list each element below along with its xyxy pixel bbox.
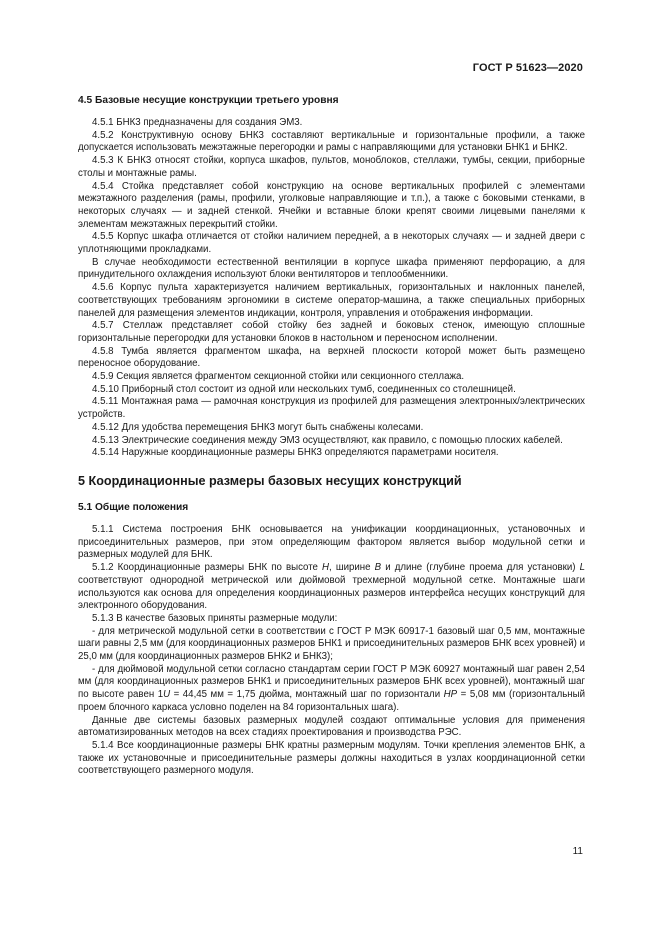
section-5-1-heading: 5.1 Общие положения (78, 501, 189, 513)
paragraph-two-systems: Данные две системы базовых размерных модулей создают оптимальные условия для применения автоматизированных методов на всех стадиях проектирования и производства РЭС. (78, 714, 585, 739)
paragraph-4-5-9: 4.5.9 Секция является фрагментом секционной стойки или секционного стеллажа. (92, 371, 465, 383)
bullet-metric-grid: - для метрической модульной сетки в соответствии с ГОСТ Р МЭК 60917-1 базовый шаг 0,5 мм, монтажные шаги равны 2,5 мм (для координационных размеров БНК1 и присоединительных размеров БНК всех уровней) и 25,0 мм (для координационных размеров БНК2 и БНК3); (78, 625, 585, 663)
page-number: 11 (572, 846, 583, 857)
text-fragment: 5.1.2 Координационные размеры БНК по высоте (92, 562, 323, 574)
paragraph-5-1-3: 5.1.3 В качестве базовых приняты размерные модули: (92, 612, 338, 624)
paragraph-5-1-1: 5.1.1 Система построения БНК основывается на унификации координационных, установочных и присоединительных размеров, при этом определяющим фактором является выбор модульной сетки и размерных модулей для БНК. (78, 523, 585, 561)
symbol-height: H (322, 562, 330, 574)
symbol-length: L (579, 562, 585, 574)
paragraph-4-5-12: 4.5.12 Для удобства перемещения БНК3 могут быть снабжены колесами. (92, 421, 424, 433)
paragraph-4-5-1: 4.5.1 БНК3 предназначены для создания ЭМ3. (92, 117, 303, 128)
paragraph-4-5-4: 4.5.4 Стойка представляет собой конструкцию на основе вертикальных профилей с элементами межэтажного разделения (рамы, профили, уголковые направляющие и т.п.), а также с боковыми стенками, в некоторых случаях — и задней стенкой. Ячейки и вставные блоки крепят своими лицевыми панелями к элементам межэтажных перекрытий стойки. (78, 180, 585, 230)
document-body (78, 94, 585, 778)
paragraph-4-5-5: 4.5.5 Корпус шкафа отличается от стойки наличием передней, а в некоторых случаях — и задней двери с уплотняющими прокладками. (78, 231, 585, 256)
text-fragment: соответствуют однородной метрической или дюймовой трехмерной модульной сетке. Монтажные шаги используются как основа для определения координационных размеров интерфейса несущих конструкций для электронного оборудования. (78, 574, 585, 612)
paragraph-5-1-4: 5.1.4 Все координационные размеры БНК кратны размерным модулям. Точки крепления элементов БНК, а также их установочные и присоединительные размеры должны находиться в узлах координационной сетки соответствующего размерного модуля. (78, 739, 585, 777)
text-fragment: - для дюймовой модульной сетки согласно стандартам серии ГОСТ Р МЭК 60927 монтажный шаг равен 2,54 мм (для координационных размеров БНК1 и присоединительных размеров БНК всех уровней), монтажный шаг по высоте равен 1 (78, 663, 585, 701)
paragraph-4-5-14: 4.5.14 Наружные координационные размеры БНК3 определяются параметрами носителя. (92, 447, 499, 459)
paragraph-4-5-8: 4.5.8 Тумба является фрагментом шкафа, на верхней плоскости которой может быть размещено переносное оборудование. (78, 345, 585, 370)
text-fragment: = 5,08 мм (горизонтальный проем блочного каркаса условно поделен на 84 горизонтальных шага). (78, 689, 585, 713)
paragraph-4-5-6: 4.5.6 Корпус пульта характеризуется наличием вертикальных, горизонтальных и наклонных панелей, соответствующих требованиям эргономики в системе оператор-машина, а также специальных приборных панелей для размещения элементов индикации, контроля, управления и отображения информации. (78, 282, 585, 319)
paragraph-4-5-2: 4.5.2 Конструктивную основу БНК3 составляют вертикальные и горизонтальные профили, а также допускается использовать межэтажные перегородки и рамы с направляющими для установки БНК1 и БНК2. (78, 129, 585, 154)
paragraph-4-5-11: 4.5.11 Монтажная рама — рамочная конструкция из профилей для размещения электронных/электрических устройств. (78, 396, 585, 421)
symbol-width: B (374, 562, 382, 574)
section-4-5-heading: 4.5 Базовые несущие конструкции третьего уровня (78, 95, 339, 106)
paragraph-4-5-7: 4.5.7 Стеллаж представляет собой стойку без задней и боковых стенок, имеющую сплошные горизонтальные перегородки для установки блоков в настольном и переносном исполнении. (78, 320, 585, 344)
text-fragment: = 44,45 мм = 1,75 дюйма, монтажный шаг по горизонтали (170, 689, 444, 701)
paragraph-ventilation: В случае необходимости естественной вентиляции в корпусе шкафа применяют перфорацию, а для принудительного охлаждения используют блоки вентиляторов и теплообменники. (78, 256, 585, 281)
bullet-inch-grid (78, 664, 585, 715)
symbol-horizontal-pitch: HP (443, 689, 458, 701)
paragraph-4-5-13: 4.5.13 Электрические соединения между ЭМ3 осуществляют, как правило, с помощью плоских кабелей. (92, 434, 563, 446)
paragraph-4-5-10: 4.5.10 Приборный стол состоит из одной или нескольких тумб, соединенных со столешницей. (92, 383, 516, 395)
standard-header: ГОСТ Р 51623—2020 (472, 62, 583, 74)
paragraph-4-5-3: 4.5.3 К БНК3 относят стойки, корпуса шкафов, пультов, моноблоков, стеллажи, тумбы, секции, приборные столы и монтажные рамы. (78, 155, 585, 179)
paragraph-5-1-2 (78, 562, 585, 613)
section-5-heading: 5 Координационные размеры базовых несущих конструкций (78, 473, 462, 488)
text-fragment: , ширине (329, 562, 375, 574)
symbol-unit: U (163, 689, 171, 701)
text-fragment: и длине (глубине проема для установки) (381, 562, 580, 574)
